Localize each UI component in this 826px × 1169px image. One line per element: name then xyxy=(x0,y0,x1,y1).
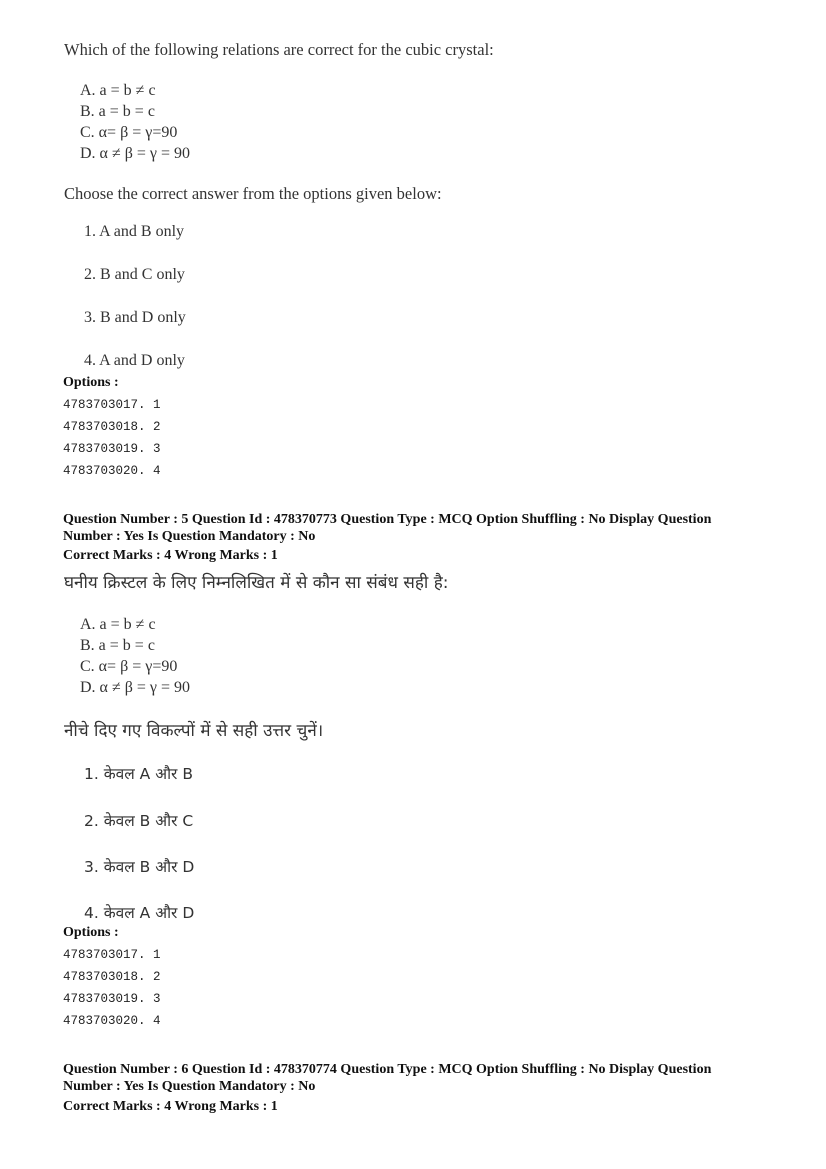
q5-relation-a: A. a = b ≠ c xyxy=(80,616,156,633)
q5-relation-b: B. a = b = c xyxy=(80,637,155,654)
q4-option-3: 4783703019. 3 xyxy=(63,442,161,456)
q4-prompt: Choose the correct answer from the options given below: xyxy=(64,184,442,203)
q4-relation-a: A. a = b ≠ c xyxy=(80,82,156,99)
q5-option-4: 4783703020. 4 xyxy=(63,1014,161,1028)
q4-question-text: Which of the following relations are correct for the cubic crystal: xyxy=(64,40,494,59)
q4-options-label: Options : xyxy=(63,375,119,390)
q4-relation-b: B. a = b = c xyxy=(80,103,155,120)
q5-relation-d: D. α ≠ β = γ = 90 xyxy=(80,679,190,696)
q5-options-label: Options : xyxy=(63,925,119,940)
q4-choice-1: 1. A and B only xyxy=(84,223,185,240)
q6-meta-line1: Question Number : 6 Question Id : 478370774 Question Type : MCQ Option Shuffling : No Display Question xyxy=(63,1062,712,1077)
q5-meta-line2: Number : Yes Is Question Mandatory : No xyxy=(63,529,316,544)
q6-meta-line3: Correct Marks : 4 Wrong Marks : 1 xyxy=(63,1099,278,1114)
q5-option-3: 4783703019. 3 xyxy=(63,992,161,1006)
q5-choice-1: 1. केवल A और B xyxy=(84,765,193,783)
q4-option-2: 4783703018. 2 xyxy=(63,420,161,434)
q4-choice-2: 2. B and C only xyxy=(84,266,185,283)
q5-relation-c: C. α= β = γ=90 xyxy=(80,658,178,675)
q5-prompt: नीचे दिए गए विकल्पों में से सही उत्तर चुनें। xyxy=(64,721,324,741)
q5-option-1: 4783703017. 1 xyxy=(63,948,161,962)
q4-choice-4: 4. A and D only xyxy=(84,352,185,369)
q4-option-4: 4783703020. 4 xyxy=(63,464,161,478)
q5-meta-line3: Correct Marks : 4 Wrong Marks : 1 xyxy=(63,548,278,563)
q5-option-2: 4783703018. 2 xyxy=(63,970,161,984)
q4-relation-d: D. α ≠ β = γ = 90 xyxy=(80,145,190,162)
q5-meta-line1: Question Number : 5 Question Id : 478370773 Question Type : MCQ Option Shuffling : No Display Question xyxy=(63,512,712,527)
q4-relation-c: C. α= β = γ=90 xyxy=(80,124,178,141)
q4-choice-3: 3. B and D only xyxy=(84,309,186,326)
q5-choice-2: 2. केवल B और C xyxy=(84,812,194,830)
q6-meta-line2: Number : Yes Is Question Mandatory : No xyxy=(63,1079,316,1094)
q5-question-text: घनीय क्रिस्टल के लिए निम्नलिखित में से कौन सा संबंध सही है: xyxy=(64,573,449,593)
q4-option-1: 4783703017. 1 xyxy=(63,398,161,412)
q5-choice-4: 4. केवल A और D xyxy=(84,904,195,922)
q5-choice-3: 3. केवल B और D xyxy=(84,858,195,876)
